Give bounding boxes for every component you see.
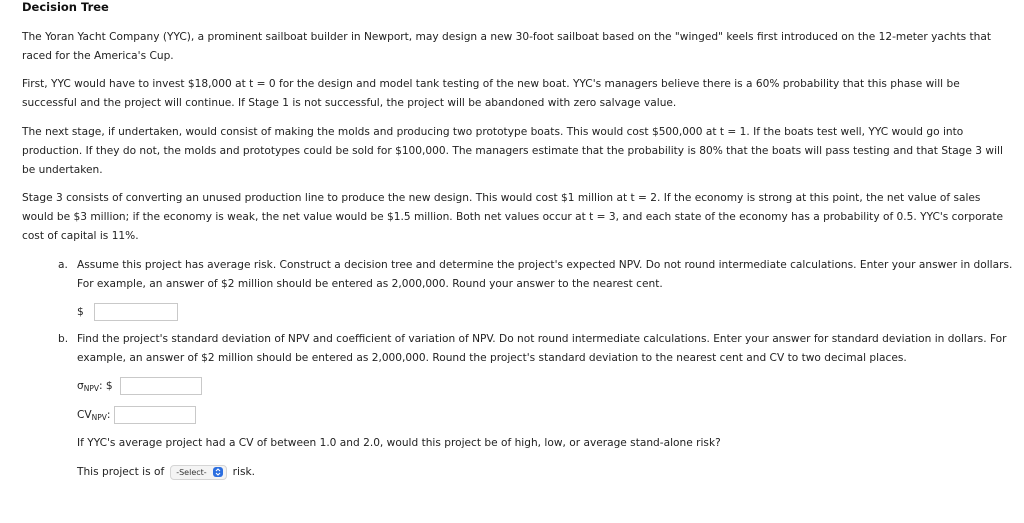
intro-paragraph: The Yoran Yacht Company (YYC), a prominent sailboat builder in Newport, may design a new 30-foot sailboat based on the "winged" keels first introduced on the 12-meter yachts that raced for the America's Cup. bbox=[22, 31, 991, 62]
risk-answer-row bbox=[77, 462, 255, 482]
chevron-updown-icon bbox=[213, 467, 223, 477]
question-a bbox=[58, 256, 1013, 294]
cv-label: $CV_{NPV}$: bbox=[77, 408, 111, 422]
risk-prefix: This project is of bbox=[77, 466, 165, 478]
sigma-npv-input[interactable] bbox=[120, 377, 202, 395]
risk-question-row bbox=[77, 433, 721, 453]
cv-answer-row bbox=[77, 405, 196, 425]
cv-npv-input[interactable] bbox=[114, 406, 196, 424]
npv-currency-symbol: $ bbox=[77, 306, 84, 318]
sigma-label: $\sigma_{NPV}$: $ bbox=[77, 379, 113, 393]
risk-suffix: risk. bbox=[232, 466, 255, 478]
risk-level-select[interactable] bbox=[170, 465, 226, 480]
page-title: Decision Tree bbox=[22, 0, 109, 14]
npv-answer-row bbox=[77, 302, 178, 322]
question-a-text: Assume this project has average risk. Construct a decision tree and determine the project's expected NPV. Do not round intermediate calculations. Enter your answer in dollars. For example, an answer of $2 million should be entered as 2,000,000. Round your answer to the nearest cent. bbox=[77, 259, 1013, 290]
sigma-answer-row bbox=[77, 376, 202, 396]
question-b-text: Find the project's standard deviation of NPV and coefficient of variation of NPV. Do not round intermediate calculations. Enter your answer for standard deviation in dollars. For example, an answer of $2 million should be entered as 2,000,000. Round the project's standard deviation to the nearest cent and CV to two decimal places. bbox=[77, 333, 1007, 364]
npv-input[interactable] bbox=[94, 303, 178, 321]
stage1-paragraph: First, YYC would have to invest $18,000 at t = 0 for the design and model tank testing of the new boat. YYC's managers believe there is a 60% probability that this phase will be successful and the project will continue. If Stage 1 is not successful, the project will be abandoned with zero salvage value. bbox=[22, 78, 960, 109]
question-b-letter: b. bbox=[58, 333, 69, 345]
question-b bbox=[58, 330, 1013, 368]
stage3-paragraph: Stage 3 consists of converting an unused production line to produce the new design. This would cost $1 million at t = 2. If the economy is strong at this point, the net value of sales would be $3 million; if the economy is weak, the net value would be $1.5 million. Both net values occur at t = 3, and each state of the economy has a probability of 0.5. YYC's corporate cost of capital is 11%. bbox=[22, 192, 1004, 242]
risk-select-value: -Select- bbox=[176, 467, 207, 477]
risk-question-text: If YYC's average project had a CV of between 1.0 and 2.0, would this project be of high, low, or average stand-alone risk? bbox=[77, 437, 721, 449]
question-a-letter: a. bbox=[58, 259, 68, 271]
stage2-paragraph: The next stage, if undertaken, would consist of making the molds and producing two prototype boats. This would cost $500,000 at t = 1. If the boats test well, YYC would go into production. If they do not, the molds and prototypes could be sold for $100,000. The managers estimate that the probability is 80% that the boats will pass testing and that Stage 3 will be undertaken. bbox=[22, 126, 1003, 176]
